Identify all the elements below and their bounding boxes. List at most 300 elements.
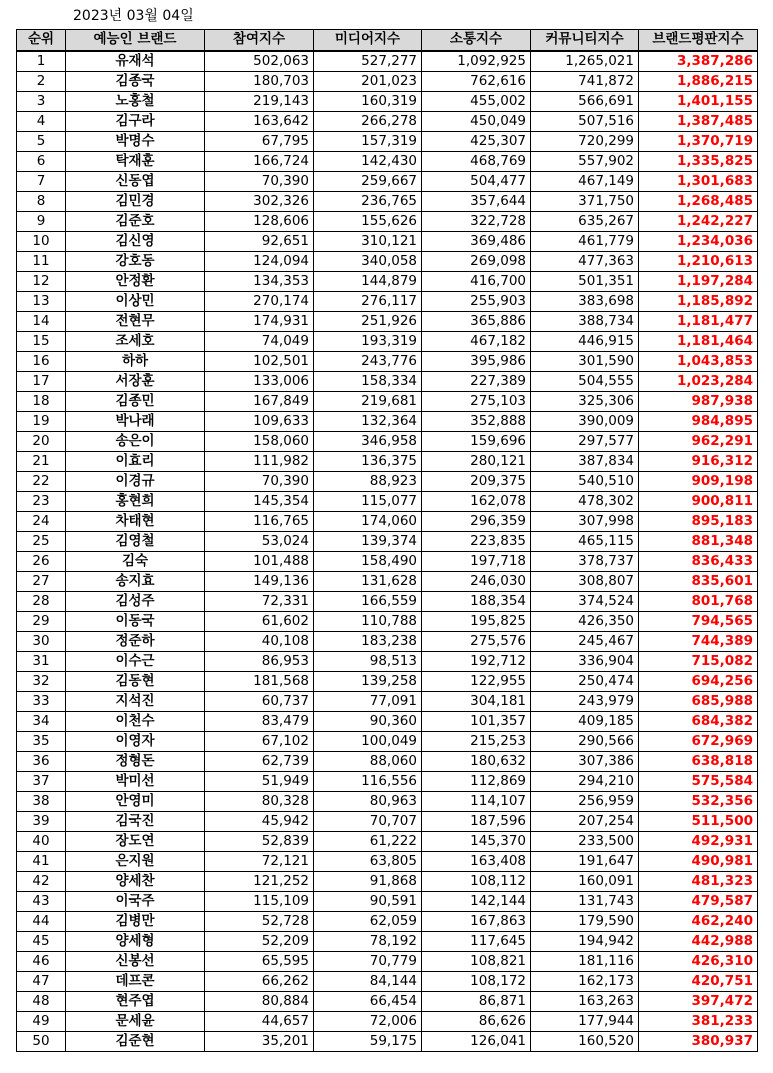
- brand-cell: 김성주: [66, 591, 205, 611]
- brand-cell: 신봉선: [66, 951, 205, 971]
- reputation-score-cell: 481,323: [639, 871, 758, 891]
- community-cell: 461,779: [531, 231, 639, 251]
- communication-cell: 416,700: [422, 271, 531, 291]
- communication-cell: 1,092,925: [422, 51, 531, 72]
- brand-cell: 전현무: [66, 311, 205, 331]
- community-cell: 477,363: [531, 251, 639, 271]
- brand-cell: 홍현희: [66, 491, 205, 511]
- brand-cell: 김숙: [66, 551, 205, 571]
- table-row: [17, 851, 758, 871]
- communication-cell: 108,821: [422, 951, 531, 971]
- communication-cell: 275,103: [422, 391, 531, 411]
- brand-cell: 데프콘: [66, 971, 205, 991]
- rank-cell: 8: [17, 191, 66, 211]
- participation-cell: 35,201: [205, 1031, 314, 1051]
- rank-cell: 12: [17, 271, 66, 291]
- participation-cell: 70,390: [205, 471, 314, 491]
- reputation-score-cell: 1,181,464: [639, 331, 758, 351]
- participation-cell: 61,602: [205, 611, 314, 631]
- community-cell: 245,467: [531, 631, 639, 651]
- participation-cell: 92,651: [205, 231, 314, 251]
- communication-cell: 86,626: [422, 1011, 531, 1031]
- table-row: [17, 971, 758, 991]
- rank-cell: 18: [17, 391, 66, 411]
- communication-cell: 227,389: [422, 371, 531, 391]
- communication-cell: 352,888: [422, 411, 531, 431]
- table-row: [17, 411, 758, 431]
- brand-cell: 노홍철: [66, 91, 205, 111]
- brand-cell: 서장훈: [66, 371, 205, 391]
- rank-cell: 34: [17, 711, 66, 731]
- participation-cell: 62,739: [205, 751, 314, 771]
- participation-cell: 80,328: [205, 791, 314, 811]
- rank-cell: 11: [17, 251, 66, 271]
- reputation-score-cell: 835,601: [639, 571, 758, 591]
- table-row: [17, 651, 758, 671]
- table-row: [17, 911, 758, 931]
- brand-cell: 정준하: [66, 631, 205, 651]
- rank-cell: 49: [17, 1011, 66, 1031]
- community-cell: 256,959: [531, 791, 639, 811]
- participation-cell: 158,060: [205, 431, 314, 451]
- communication-cell: 86,871: [422, 991, 531, 1011]
- table-row: [17, 291, 758, 311]
- communication-cell: 504,477: [422, 171, 531, 191]
- media-cell: 84,144: [314, 971, 422, 991]
- reputation-score-cell: 715,082: [639, 651, 758, 671]
- brand-cell: 김준현: [66, 1031, 205, 1051]
- brand-cell: 이영자: [66, 731, 205, 751]
- media-cell: 157,319: [314, 131, 422, 151]
- brand-cell: 송은이: [66, 431, 205, 451]
- rank-cell: 21: [17, 451, 66, 471]
- rank-cell: 23: [17, 491, 66, 511]
- community-cell: 383,698: [531, 291, 639, 311]
- communication-cell: 304,181: [422, 691, 531, 711]
- community-cell: 181,116: [531, 951, 639, 971]
- reputation-score-cell: 511,500: [639, 811, 758, 831]
- communication-cell: 108,112: [422, 871, 531, 891]
- community-cell: 177,944: [531, 1011, 639, 1031]
- brand-cell: 박명수: [66, 131, 205, 151]
- participation-cell: 102,501: [205, 351, 314, 371]
- communication-cell: 357,644: [422, 191, 531, 211]
- community-cell: 308,807: [531, 571, 639, 591]
- media-cell: 346,958: [314, 431, 422, 451]
- rank-cell: 22: [17, 471, 66, 491]
- participation-cell: 219,143: [205, 91, 314, 111]
- header-media: 미디어지수: [314, 30, 422, 51]
- header-participation: 참여지수: [205, 30, 314, 51]
- table-row: [17, 371, 758, 391]
- brand-cell: 신동엽: [66, 171, 205, 191]
- participation-cell: 52,209: [205, 931, 314, 951]
- participation-cell: 83,479: [205, 711, 314, 731]
- brand-cell: 이수근: [66, 651, 205, 671]
- communication-cell: 450,049: [422, 111, 531, 131]
- reputation-score-cell: 744,389: [639, 631, 758, 651]
- brand-cell: 김종국: [66, 71, 205, 91]
- community-cell: 243,979: [531, 691, 639, 711]
- table-row: [17, 711, 758, 731]
- reputation-score-cell: 685,988: [639, 691, 758, 711]
- community-cell: 194,942: [531, 931, 639, 951]
- table-row: [17, 891, 758, 911]
- table-row: [17, 691, 758, 711]
- communication-cell: 112,869: [422, 771, 531, 791]
- rank-cell: 40: [17, 831, 66, 851]
- communication-cell: 425,307: [422, 131, 531, 151]
- table-row: [17, 591, 758, 611]
- media-cell: 70,707: [314, 811, 422, 831]
- communication-cell: 269,098: [422, 251, 531, 271]
- rank-cell: 38: [17, 791, 66, 811]
- table-row: [17, 831, 758, 851]
- community-cell: 1,265,021: [531, 51, 639, 72]
- community-cell: 741,872: [531, 71, 639, 91]
- communication-cell: 280,121: [422, 451, 531, 471]
- table-row: [17, 131, 758, 151]
- reputation-score-cell: 801,768: [639, 591, 758, 611]
- community-cell: 160,091: [531, 871, 639, 891]
- community-cell: 478,302: [531, 491, 639, 511]
- media-cell: 276,117: [314, 291, 422, 311]
- table-row: [17, 311, 758, 331]
- community-cell: 290,566: [531, 731, 639, 751]
- rank-cell: 5: [17, 131, 66, 151]
- rank-cell: 44: [17, 911, 66, 931]
- media-cell: 142,430: [314, 151, 422, 171]
- community-cell: 426,350: [531, 611, 639, 631]
- participation-cell: 166,724: [205, 151, 314, 171]
- reputation-score-cell: 397,472: [639, 991, 758, 1011]
- media-cell: 236,765: [314, 191, 422, 211]
- reputation-score-cell: 1,401,155: [639, 91, 758, 111]
- communication-cell: 163,408: [422, 851, 531, 871]
- communication-cell: 188,354: [422, 591, 531, 611]
- community-cell: 297,577: [531, 431, 639, 451]
- participation-cell: 67,795: [205, 131, 314, 151]
- reputation-score-cell: 479,587: [639, 891, 758, 911]
- community-cell: 162,173: [531, 971, 639, 991]
- reputation-score-cell: 462,240: [639, 911, 758, 931]
- community-cell: 465,115: [531, 531, 639, 551]
- brand-cell: 김민경: [66, 191, 205, 211]
- participation-cell: 74,049: [205, 331, 314, 351]
- media-cell: 98,513: [314, 651, 422, 671]
- communication-cell: 395,986: [422, 351, 531, 371]
- reputation-score-cell: 1,370,719: [639, 131, 758, 151]
- reputation-score-cell: 1,387,485: [639, 111, 758, 131]
- table-row: [17, 771, 758, 791]
- communication-cell: 187,596: [422, 811, 531, 831]
- community-cell: 301,590: [531, 351, 639, 371]
- media-cell: 340,058: [314, 251, 422, 271]
- reputation-score-cell: 442,988: [639, 931, 758, 951]
- participation-cell: 124,094: [205, 251, 314, 271]
- communication-cell: 215,253: [422, 731, 531, 751]
- media-cell: 139,374: [314, 531, 422, 551]
- brand-cell: 유재석: [66, 51, 205, 72]
- rank-cell: 10: [17, 231, 66, 251]
- community-cell: 501,351: [531, 271, 639, 291]
- participation-cell: 65,595: [205, 951, 314, 971]
- brand-cell: 하하: [66, 351, 205, 371]
- rank-cell: 31: [17, 651, 66, 671]
- table-row: [17, 111, 758, 131]
- media-cell: 115,077: [314, 491, 422, 511]
- rank-cell: 25: [17, 531, 66, 551]
- rank-cell: 32: [17, 671, 66, 691]
- media-cell: 66,454: [314, 991, 422, 1011]
- reputation-score-cell: 1,210,613: [639, 251, 758, 271]
- brand-cell: 양세찬: [66, 871, 205, 891]
- community-cell: 504,555: [531, 371, 639, 391]
- community-cell: 160,520: [531, 1031, 639, 1051]
- communication-cell: 365,886: [422, 311, 531, 331]
- participation-cell: 167,849: [205, 391, 314, 411]
- reputation-score-cell: 1,181,477: [639, 311, 758, 331]
- brand-cell: 이경규: [66, 471, 205, 491]
- media-cell: 136,375: [314, 451, 422, 471]
- brand-cell: 지석진: [66, 691, 205, 711]
- brand-cell: 이효리: [66, 451, 205, 471]
- participation-cell: 109,633: [205, 411, 314, 431]
- communication-cell: 468,769: [422, 151, 531, 171]
- communication-cell: 255,903: [422, 291, 531, 311]
- reputation-score-cell: 532,356: [639, 791, 758, 811]
- communication-cell: 122,955: [422, 671, 531, 691]
- communication-cell: 162,078: [422, 491, 531, 511]
- community-cell: 307,998: [531, 511, 639, 531]
- communication-cell: 159,696: [422, 431, 531, 451]
- rank-cell: 48: [17, 991, 66, 1011]
- media-cell: 266,278: [314, 111, 422, 131]
- media-cell: 88,060: [314, 751, 422, 771]
- media-cell: 259,667: [314, 171, 422, 191]
- table-body: [17, 51, 758, 1052]
- reputation-score-cell: 984,895: [639, 411, 758, 431]
- communication-cell: 192,712: [422, 651, 531, 671]
- communication-cell: 114,107: [422, 791, 531, 811]
- rank-cell: 24: [17, 511, 66, 531]
- reputation-score-cell: 836,433: [639, 551, 758, 571]
- rank-cell: 9: [17, 211, 66, 231]
- media-cell: 155,626: [314, 211, 422, 231]
- rank-cell: 28: [17, 591, 66, 611]
- rank-cell: 4: [17, 111, 66, 131]
- header-brand: 예능인 브랜드: [66, 30, 205, 51]
- media-cell: 110,788: [314, 611, 422, 631]
- table-row: [17, 251, 758, 271]
- community-cell: 307,386: [531, 751, 639, 771]
- rank-cell: 6: [17, 151, 66, 171]
- reputation-score-cell: 916,312: [639, 451, 758, 471]
- rank-cell: 7: [17, 171, 66, 191]
- communication-cell: 322,728: [422, 211, 531, 231]
- brand-cell: 김종민: [66, 391, 205, 411]
- participation-cell: 70,390: [205, 171, 314, 191]
- reputation-score-cell: 895,183: [639, 511, 758, 531]
- rank-cell: 46: [17, 951, 66, 971]
- participation-cell: 44,657: [205, 1011, 314, 1031]
- participation-cell: 52,839: [205, 831, 314, 851]
- media-cell: 243,776: [314, 351, 422, 371]
- media-cell: 59,175: [314, 1031, 422, 1051]
- table-row: [17, 451, 758, 471]
- brand-cell: 김신영: [66, 231, 205, 251]
- reputation-score-cell: 1,234,036: [639, 231, 758, 251]
- community-cell: 387,834: [531, 451, 639, 471]
- reputation-score-cell: 694,256: [639, 671, 758, 691]
- table-row: [17, 871, 758, 891]
- rank-cell: 41: [17, 851, 66, 871]
- communication-cell: 180,632: [422, 751, 531, 771]
- rank-cell: 39: [17, 811, 66, 831]
- media-cell: 88,923: [314, 471, 422, 491]
- participation-cell: 53,024: [205, 531, 314, 551]
- community-cell: 720,299: [531, 131, 639, 151]
- table-row: [17, 331, 758, 351]
- communication-cell: 369,486: [422, 231, 531, 251]
- participation-cell: 145,354: [205, 491, 314, 511]
- brand-cell: 김구라: [66, 111, 205, 131]
- media-cell: 158,490: [314, 551, 422, 571]
- media-cell: 310,121: [314, 231, 422, 251]
- rank-cell: 13: [17, 291, 66, 311]
- reputation-score-cell: 900,811: [639, 491, 758, 511]
- participation-cell: 86,953: [205, 651, 314, 671]
- media-cell: 166,559: [314, 591, 422, 611]
- participation-cell: 134,353: [205, 271, 314, 291]
- rank-cell: 20: [17, 431, 66, 451]
- participation-cell: 111,982: [205, 451, 314, 471]
- rank-cell: 29: [17, 611, 66, 631]
- brand-cell: 이상민: [66, 291, 205, 311]
- participation-cell: 72,121: [205, 851, 314, 871]
- reputation-score-cell: 684,382: [639, 711, 758, 731]
- reputation-score-cell: 426,310: [639, 951, 758, 971]
- media-cell: 63,805: [314, 851, 422, 871]
- brand-cell: 조세호: [66, 331, 205, 351]
- communication-cell: 197,718: [422, 551, 531, 571]
- table-row: [17, 151, 758, 171]
- table-row: [17, 191, 758, 211]
- rank-cell: 45: [17, 931, 66, 951]
- community-cell: 446,915: [531, 331, 639, 351]
- communication-cell: 209,375: [422, 471, 531, 491]
- rank-cell: 17: [17, 371, 66, 391]
- table-row: [17, 491, 758, 511]
- media-cell: 160,319: [314, 91, 422, 111]
- community-cell: 163,263: [531, 991, 639, 1011]
- brand-cell: 안영미: [66, 791, 205, 811]
- media-cell: 72,006: [314, 1011, 422, 1031]
- table-row: [17, 211, 758, 231]
- brand-cell: 장도연: [66, 831, 205, 851]
- brand-cell: 탁재훈: [66, 151, 205, 171]
- community-cell: 336,904: [531, 651, 639, 671]
- community-cell: 179,590: [531, 911, 639, 931]
- community-cell: 390,009: [531, 411, 639, 431]
- community-cell: 294,210: [531, 771, 639, 791]
- reputation-score-cell: 794,565: [639, 611, 758, 631]
- reputation-score-cell: 1,242,227: [639, 211, 758, 231]
- reputation-score-cell: 3,387,286: [639, 51, 758, 72]
- participation-cell: 128,606: [205, 211, 314, 231]
- brand-cell: 안정환: [66, 271, 205, 291]
- participation-cell: 174,931: [205, 311, 314, 331]
- table-row: [17, 271, 758, 291]
- brand-cell: 김영철: [66, 531, 205, 551]
- brand-cell: 양세형: [66, 931, 205, 951]
- table-row: [17, 71, 758, 91]
- brand-cell: 현주엽: [66, 991, 205, 1011]
- participation-cell: 116,765: [205, 511, 314, 531]
- communication-cell: 126,041: [422, 1031, 531, 1051]
- brand-cell: 차태현: [66, 511, 205, 531]
- rank-cell: 30: [17, 631, 66, 651]
- brand-cell: 박미선: [66, 771, 205, 791]
- communication-cell: 246,030: [422, 571, 531, 591]
- rank-cell: 47: [17, 971, 66, 991]
- table-row: [17, 931, 758, 951]
- rank-cell: 15: [17, 331, 66, 351]
- reputation-score-cell: 638,818: [639, 751, 758, 771]
- rank-cell: 43: [17, 891, 66, 911]
- communication-cell: 275,576: [422, 631, 531, 651]
- community-cell: 540,510: [531, 471, 639, 491]
- communication-cell: 467,182: [422, 331, 531, 351]
- communication-cell: 167,863: [422, 911, 531, 931]
- participation-cell: 60,737: [205, 691, 314, 711]
- table-row: [17, 51, 758, 72]
- table-row: [17, 231, 758, 251]
- table-row: [17, 1031, 758, 1051]
- community-cell: 191,647: [531, 851, 639, 871]
- brand-cell: 정형돈: [66, 751, 205, 771]
- communication-cell: 145,370: [422, 831, 531, 851]
- reputation-score-cell: 881,348: [639, 531, 758, 551]
- table-row: [17, 91, 758, 111]
- community-cell: 557,902: [531, 151, 639, 171]
- community-cell: 467,149: [531, 171, 639, 191]
- media-cell: 61,222: [314, 831, 422, 851]
- reputation-score-cell: 1,197,284: [639, 271, 758, 291]
- media-cell: 527,277: [314, 51, 422, 72]
- brand-cell: 강호동: [66, 251, 205, 271]
- media-cell: 158,334: [314, 371, 422, 391]
- media-cell: 131,628: [314, 571, 422, 591]
- reputation-score-cell: 987,938: [639, 391, 758, 411]
- reputation-score-cell: 490,981: [639, 851, 758, 871]
- participation-cell: 101,488: [205, 551, 314, 571]
- reputation-score-cell: 1,335,825: [639, 151, 758, 171]
- media-cell: 144,879: [314, 271, 422, 291]
- brand-cell: 이국주: [66, 891, 205, 911]
- media-cell: 201,023: [314, 71, 422, 91]
- media-cell: 70,779: [314, 951, 422, 971]
- participation-cell: 51,949: [205, 771, 314, 791]
- participation-cell: 149,136: [205, 571, 314, 591]
- reputation-score-cell: 420,751: [639, 971, 758, 991]
- communication-cell: 117,645: [422, 931, 531, 951]
- media-cell: 78,192: [314, 931, 422, 951]
- media-cell: 90,360: [314, 711, 422, 731]
- participation-cell: 302,326: [205, 191, 314, 211]
- brand-cell: 문세윤: [66, 1011, 205, 1031]
- table-row: [17, 751, 758, 771]
